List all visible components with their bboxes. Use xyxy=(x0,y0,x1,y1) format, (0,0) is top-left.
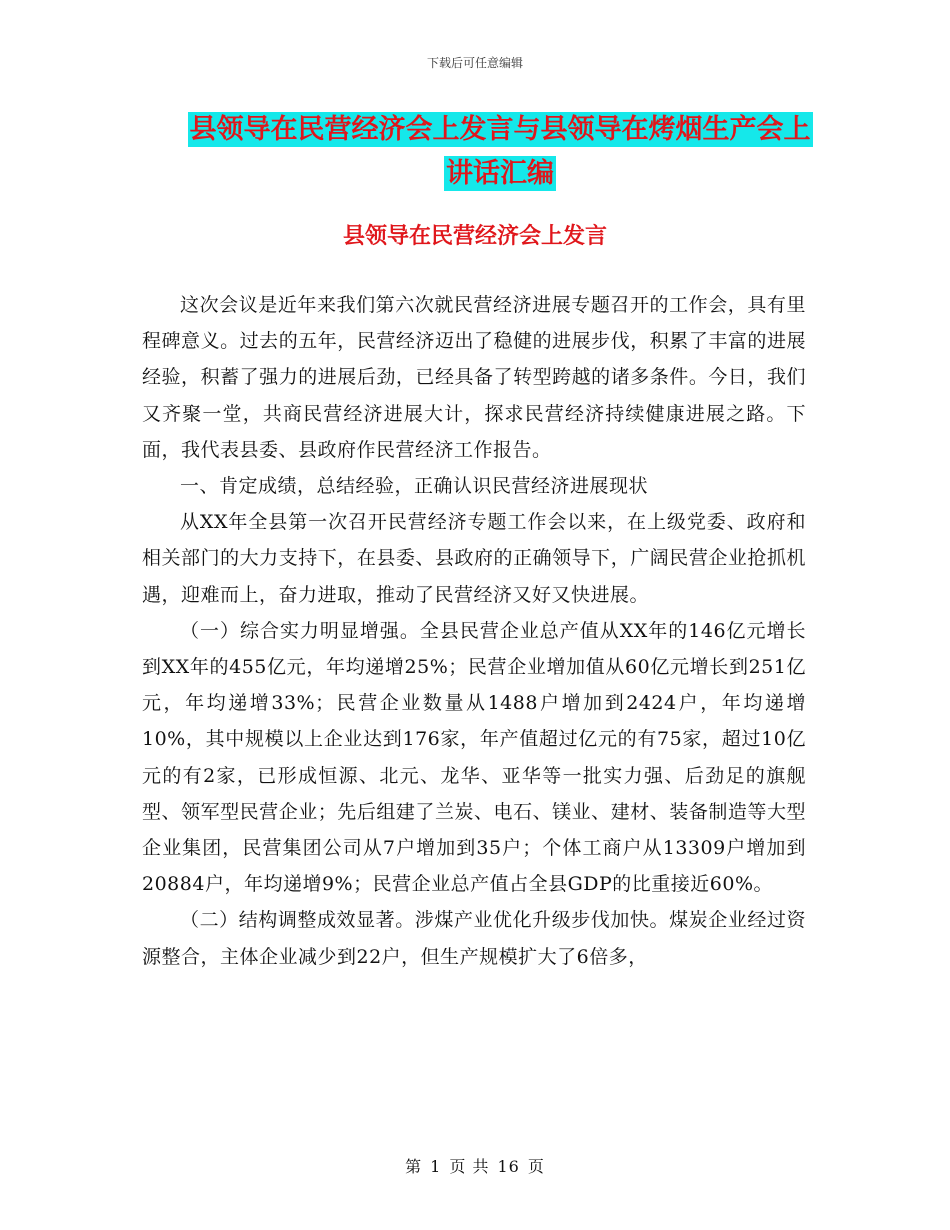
footer-prefix: 第 xyxy=(405,1157,423,1176)
total-pages: 16 xyxy=(497,1157,520,1176)
document-title-line-1: 县领导在民营经济会上发言与县领导在烤烟生产会上 xyxy=(189,114,811,145)
paragraph-intro: 这次会议是近年来我们第六次就民营经济进展专题召开的工作会，具有里程碑意义。过去的五年，民营经济迈出了稳健的进展步伐，积累了丰富的进展经验，积蓄了强力的进展后劲，已经具备了转型跨越的诸多条件。今日，我们又齐聚一堂，共商民营经济进展大计，探求民营经济持续健康进展之路。下面，我代表县委、县政府作民营经济工作报告。 xyxy=(142,294,806,461)
footer-middle: 页 共 xyxy=(449,1157,490,1176)
section-title: 县领导在民营经济会上发言 xyxy=(342,224,607,249)
paragraph-structure: （二）结构调整成效显著。涉煤产业优化升级步伐加快。煤炭企业经过资源整合，主体企业减少到22户，但生产规模扩大了6倍多， xyxy=(142,909,806,968)
document-title-line-2: 讲话汇编 xyxy=(446,158,554,189)
page-number: 1 xyxy=(430,1157,442,1176)
body-text xyxy=(142,287,806,975)
paragraph-strength: （一）综合实力明显增强。全县民营企业总产值从XX年的146亿元增长到XX年的455亿元，年均递增25%；民营企业增加值从60亿元增长到251亿元，年均递增33%；民营企业数量从1488户增加到2424户，年均递增10%，其中规模以上企业达到176家，年产值超过亿元的有75家，超过10亿元的有2家，已形成恒源、北元、龙华、亚华等一批实力强、后劲足的旗舰型、领军型民营企业；先后组建了兰炭、电石、镁业、建材、装备制造等大型企业集团，民营集团公司从7户增加到35户；个体工商户从13309户增加到20884户，年均递增9%；民营企业总产值占全县GDP的比重接近60%。 xyxy=(142,619,806,896)
paragraph-background: 从XX年全县第一次召开民营经济专题工作会以来，在上级党委、政府和相关部门的大力支持下，在县委、县政府的正确领导下，广阔民营企业抢抓机遇，迎难而上，奋力进取，推动了民营经济又好又快进展。 xyxy=(142,511,806,606)
page-footer xyxy=(0,1154,950,1177)
footer-suffix: 页 xyxy=(527,1157,545,1176)
paragraph-heading-1: 一、肯定成绩，总结经验，正确认识民营经济进展现状 xyxy=(180,475,649,498)
document-title xyxy=(150,108,850,196)
header-note: 下载后可任意编辑 xyxy=(426,56,523,70)
